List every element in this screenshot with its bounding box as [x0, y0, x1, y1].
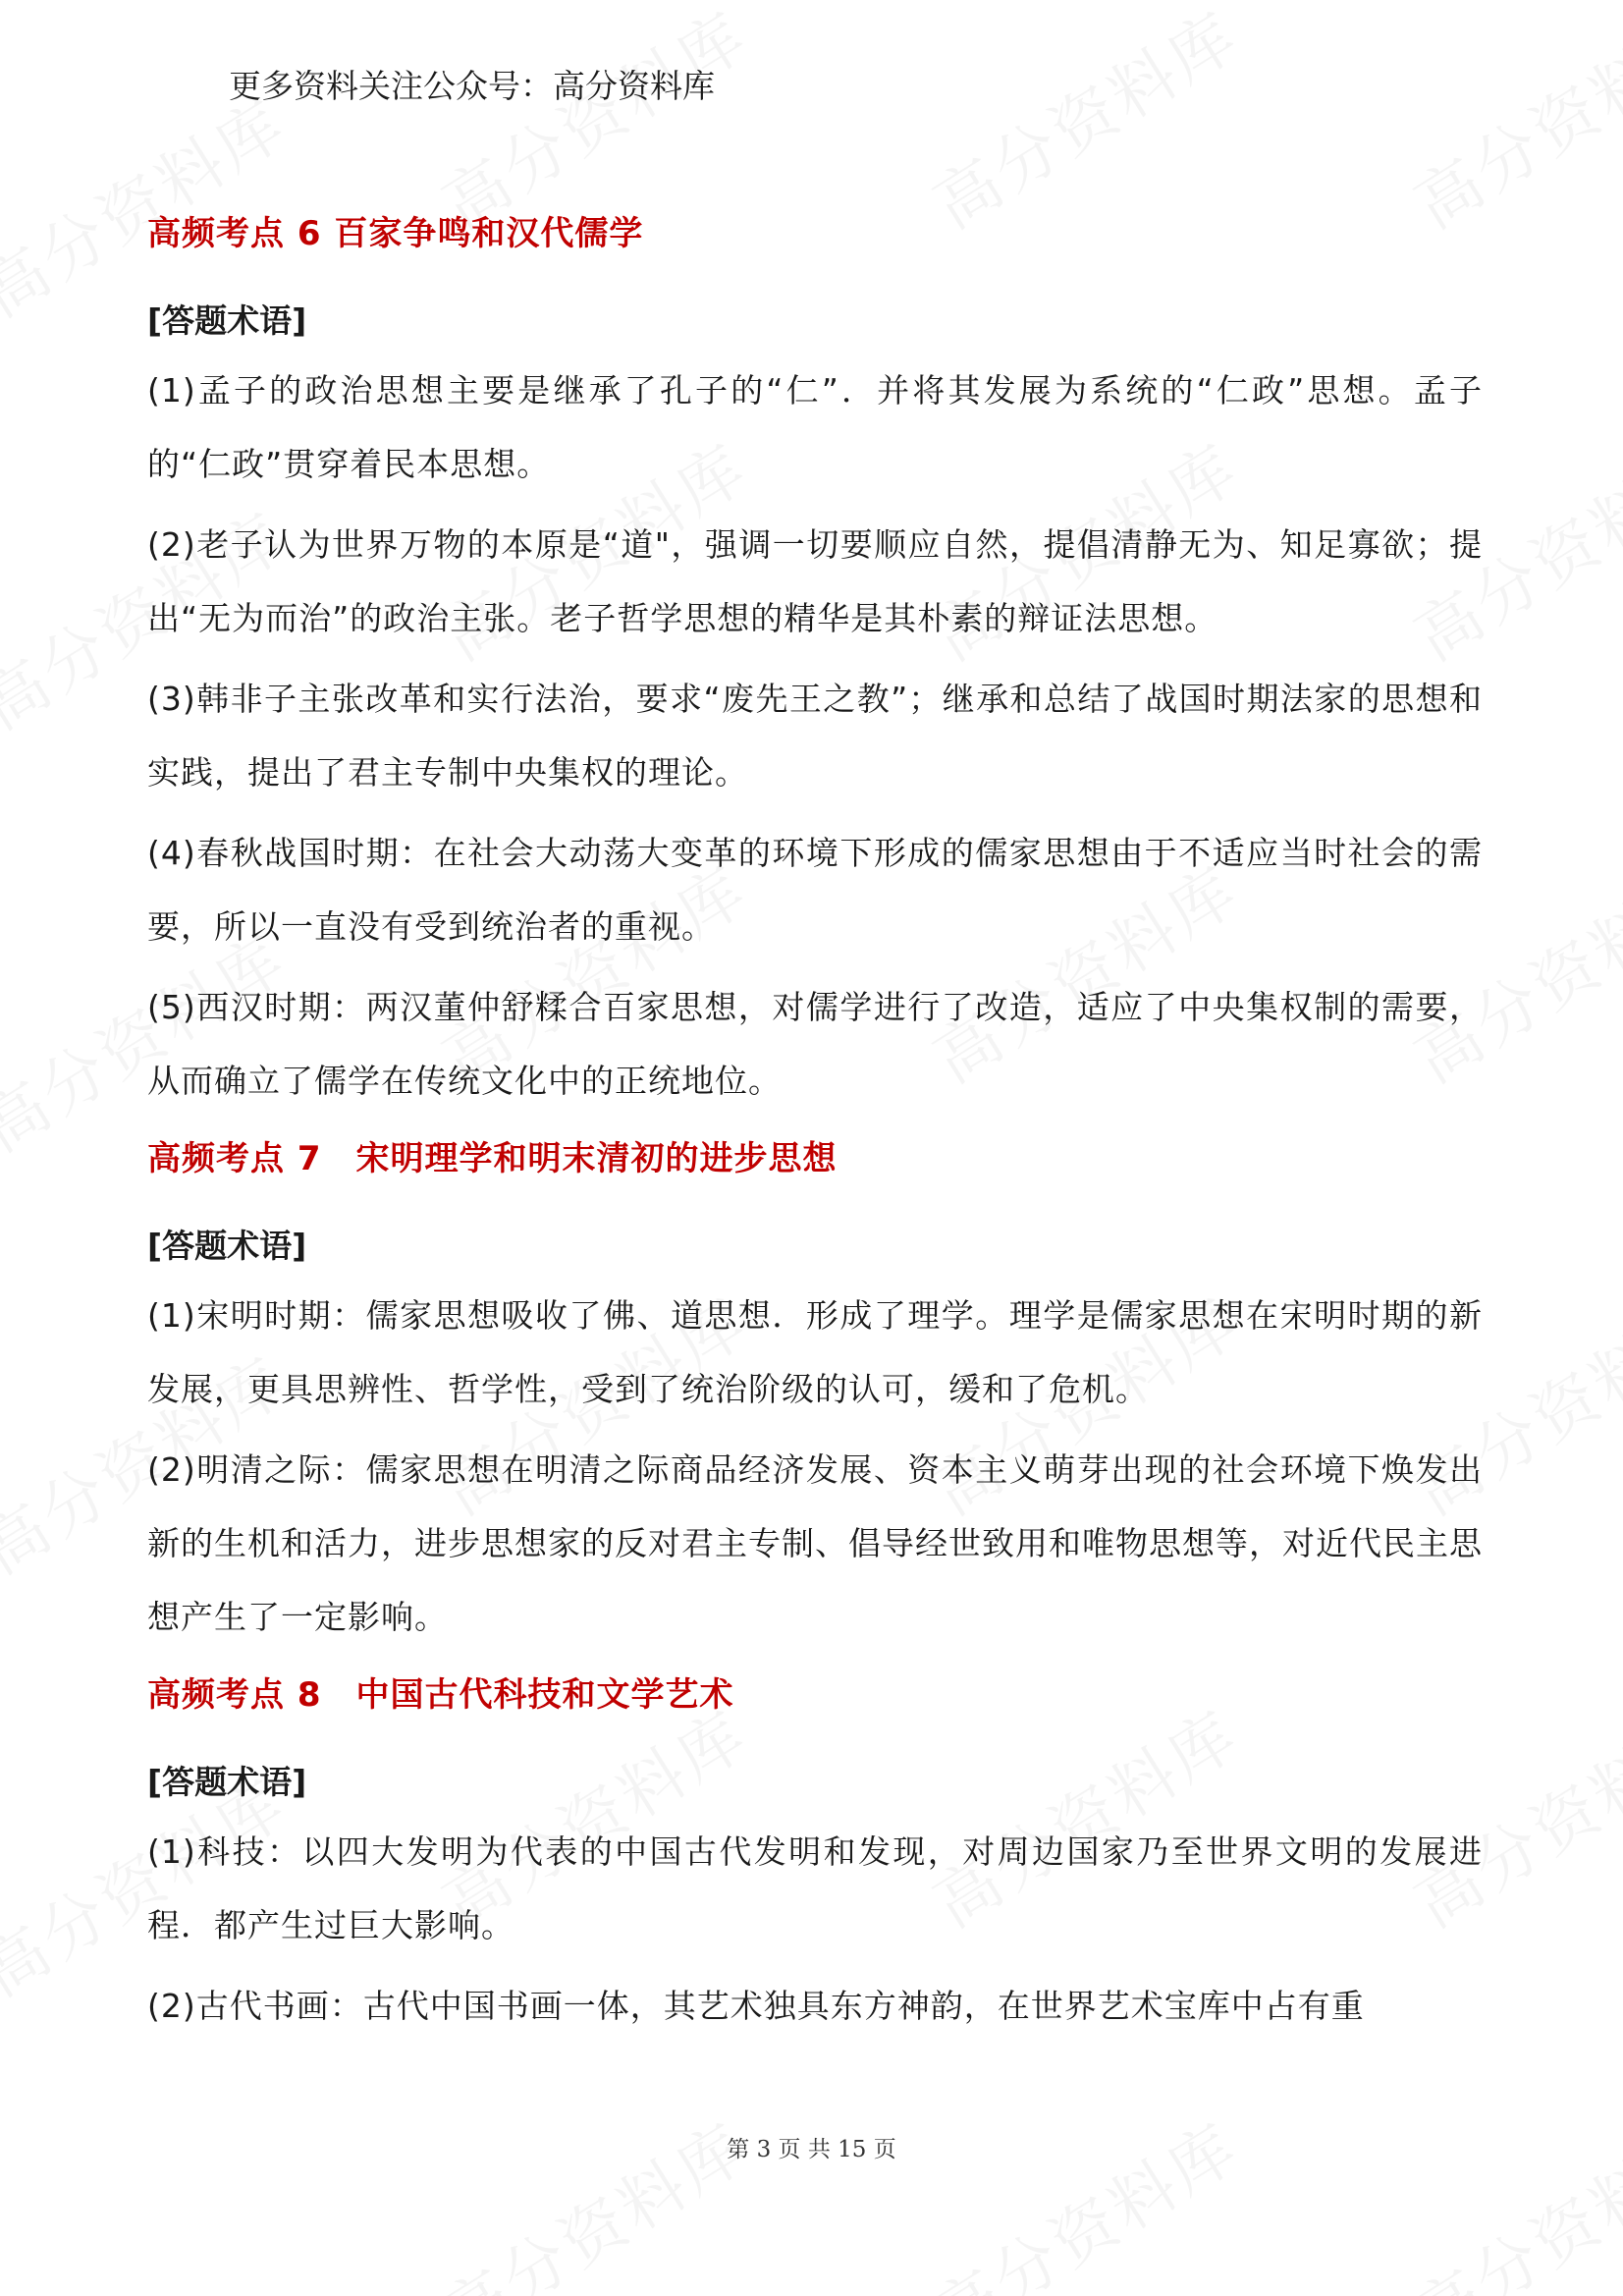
paragraph: (4)春秋战国时期：在社会大动荡大变革的环境下形成的儒家思想由于不适应当时社会的需要，所以一直没有受到统治者的重视。	[147, 834, 1483, 946]
header-note: 更多资料关注公众号：高分资料库	[229, 67, 715, 105]
paragraph: (2)古代书画：古代中国书画一体，其艺术独具东方神韵，在世界艺术宝库中占有重	[147, 1987, 1365, 2025]
answer-terms-label: [答题术语]	[147, 1763, 307, 1801]
paragraph: (2)明清之际：儒家思想在明清之际商品经济发展、资本主义萌芽出现的社会环境下焕发出新的生机和活力，进步思想家的反对君主专制、倡导经世致用和唯物思想等，对近代民主思想产生了一定影响。	[147, 1450, 1483, 1636]
paragraph: (2)老子认为世界万物的本原是“道"，强调一切要顺应自然，提倡清静无为、知足寡欲；提出“无为而治”的政治主张。老子哲学思想的精华是其朴素的辩证法思想。	[147, 525, 1483, 637]
paragraph: (3)韩非子主张改革和实行法治，要求“废先王之教”；继承和总结了战国时期法家的思想和实践，提出了君主专制中央集权的理论。	[147, 680, 1483, 792]
section-title: 高频考点 8 中国古代科技和文学艺术	[147, 1675, 734, 1715]
watermark	[1394, 2097, 1623, 2296]
paragraph: (1)孟子的政治思想主要是继承了孔子的“仁”．并将其发展为系统的“仁政”思想。孟子的“仁政”贯穿着民本思想。	[147, 371, 1483, 483]
paragraph: (1)科技：以四大发明为代表的中国古代发明和发现，对周边国家乃至世界文明的发展进程．都产生过巨大影响。	[147, 1832, 1483, 1944]
answer-terms-label: [答题术语]	[147, 301, 307, 340]
paragraph: (5)西汉时期：两汉董仲舒糅合百家思想，对儒学进行了改造，适应了中央集权制的需要，从而确立了儒学在传统文化中的正统地位。	[147, 988, 1483, 1100]
document-body	[147, 194, 1483, 2043]
page-number: 第 3 页 共 15 页	[727, 2137, 896, 2162]
watermark	[422, 2097, 763, 2296]
watermark	[913, 2097, 1254, 2296]
paragraph: (1)宋明时期：儒家思想吸收了佛、道思想．形成了理学。理学是儒家思想在宋明时期的新发展，更具思辨性、哲学性，受到了统治阶级的认可，缓和了危机。	[147, 1296, 1483, 1408]
section-title: 高频考点 7 宋明理学和明末清初的进步思想	[147, 1139, 838, 1178]
answer-terms-label: [答题术语]	[147, 1227, 307, 1265]
section-title: 高频考点 6 百家争鸣和汉代儒学	[147, 214, 644, 253]
